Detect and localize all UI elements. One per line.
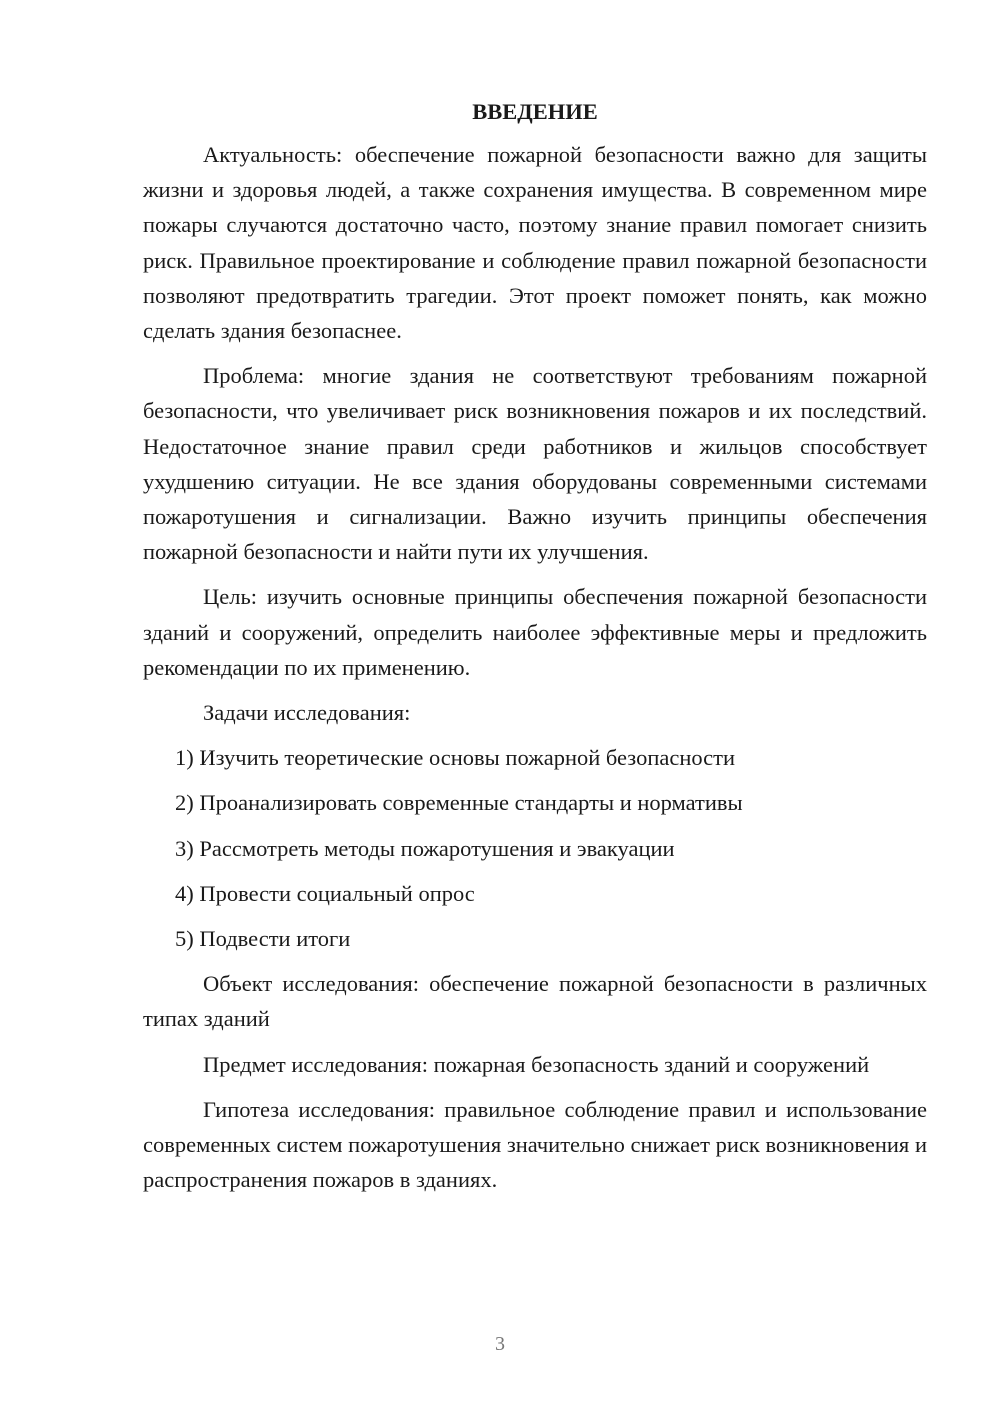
- list-item: 5) Подвести итоги: [175, 926, 351, 952]
- page-number: 3: [495, 1333, 505, 1355]
- paragraph-subject: Предмет исследования: пожарная безопасность зданий и сооружений: [203, 1051, 870, 1077]
- paragraph-object: Объект исследования: обеспечение пожарной безопасности в различных типах зданий: [143, 971, 927, 1032]
- tasks-heading: Задачи исследования:: [203, 700, 411, 726]
- list-item: 2) Проанализировать современные стандарты и нормативы: [175, 790, 743, 816]
- list-item: 3) Рассмотреть методы пожаротушения и эвакуации: [175, 835, 675, 861]
- list-item: 4) Провести социальный опрос: [175, 880, 475, 906]
- section-title: ВВЕДЕНИЕ: [472, 99, 598, 124]
- paragraph-relevance: Актуальность: обеспечение пожарной безопасности важно для защиты жизни и здоровья людей, а также сохранения имущества. В современном мире пожары случаются достаточно часто, поэтому знание правил помогает снизить риск. Правильное проектирование и соблюдение правил пожарной безопасности позволяют предотвратить трагедии. Этот проект поможет понять, как можно сделать здания безопаснее.: [143, 142, 927, 344]
- document-page: [143, 96, 927, 1207]
- paragraph-hypothesis: Гипотеза исследования: правильное соблюдение правил и использование современных систем пожаротушения значительно снижает риск возникновения и распространения пожаров в зданиях.: [143, 1096, 927, 1193]
- paragraph-goal: Цель: изучить основные принципы обеспечения пожарной безопасности зданий и сооружений, определить наиболее эффективные меры и предложить рекомендации по их применению.: [143, 584, 927, 680]
- paragraph-problem: Проблема: многие здания не соответствуют требованиям пожарной безопасности, что увеличивает риск возникновения пожаров и их последствий. Недостаточное знание правил среди работников и жильцов способствует ухудшению ситуации. Не все здания оборудованы современными системами пожаротушения и сигнализации. Важно изучить принципы обеспечения пожарной безопасности и найти пути их улучшения.: [143, 363, 927, 565]
- tasks-list: [143, 740, 927, 956]
- list-item: 1) Изучить теоретические основы пожарной безопасности: [175, 745, 736, 771]
